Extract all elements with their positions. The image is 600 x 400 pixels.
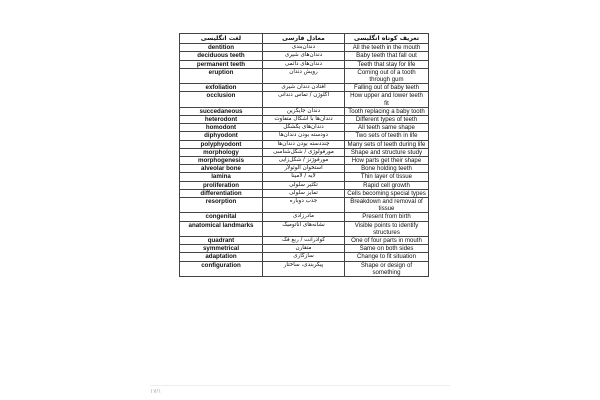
persian-cell: دندان‌های شیری	[263, 52, 345, 60]
term-cell: occlusion	[180, 92, 263, 107]
table-row	[180, 132, 429, 140]
persian-cell: افتادن دندان شیری	[263, 84, 345, 92]
persian-cell: استخوان آلوئولار	[263, 165, 345, 173]
glossary-table	[179, 33, 429, 277]
persian-cell: تکثیر سلولی	[263, 181, 345, 189]
term-cell: lamina	[180, 173, 263, 181]
persian-cell: کوادرانت / ربع فک	[263, 237, 345, 245]
table-row	[180, 148, 429, 156]
header-english-definition: تعریف کوتاه انگلیسی	[345, 34, 429, 44]
table-header-row	[180, 34, 429, 44]
term-cell: adaptation	[180, 253, 263, 261]
table-row	[180, 245, 429, 253]
persian-cell: پیکربندی، ساختار	[263, 261, 345, 276]
term-cell: resorption	[180, 198, 263, 213]
term-cell: eruption	[180, 68, 263, 83]
term-cell: diphyodont	[180, 132, 263, 140]
persian-cell: دندان‌های یکشکل	[263, 124, 345, 132]
definition-cell: Bone holding teeth	[345, 165, 429, 173]
term-cell: dentition	[180, 44, 263, 52]
table-row	[180, 181, 429, 189]
table-row	[180, 116, 429, 124]
table-row	[180, 261, 429, 276]
definition-cell: Present from birth	[345, 213, 429, 221]
persian-cell: تمایز سلولی	[263, 189, 345, 197]
header-persian-equivalent: معادل فارسی	[263, 34, 345, 44]
table-row	[180, 198, 429, 213]
persian-cell: رویش دندان	[263, 68, 345, 83]
table-row	[180, 253, 429, 261]
persian-cell: نشانه‌های آناتومیک	[263, 221, 345, 236]
table-row	[180, 165, 429, 173]
term-cell: differentiation	[180, 189, 263, 197]
page-number: ۱۷/۱	[150, 389, 162, 395]
table-row	[180, 84, 429, 92]
glossary-body	[180, 44, 429, 277]
definition-cell: Cells becoming special types	[345, 189, 429, 197]
persian-cell: دندان جایگزین	[263, 107, 345, 115]
table-row	[180, 52, 429, 60]
persian-cell: دودسته بودن دندان‌ها	[263, 132, 345, 140]
definition-cell: Shape or design of something	[345, 261, 429, 276]
definition-cell: Different types of teeth	[345, 116, 429, 124]
persian-cell: اکلوژن / تماس دندانی	[263, 92, 345, 107]
term-cell: proliferation	[180, 181, 263, 189]
table-row	[180, 124, 429, 132]
definition-cell: Coming out of a tooth through gum	[345, 68, 429, 83]
table-row	[180, 173, 429, 181]
term-cell: permanent teeth	[180, 60, 263, 68]
term-cell: deciduous teeth	[180, 52, 263, 60]
definition-cell: Rapid cell growth	[345, 181, 429, 189]
table-row	[180, 189, 429, 197]
persian-cell: متقارن	[263, 245, 345, 253]
table-row	[180, 213, 429, 221]
definition-cell: Breakdown and removal of tissue	[345, 198, 429, 213]
persian-cell: مورفوژنز / شکل‌زایی	[263, 157, 345, 165]
term-cell: morphogenesis	[180, 157, 263, 165]
table-row	[180, 107, 429, 115]
table-row	[180, 237, 429, 245]
table-row	[180, 140, 429, 148]
definition-cell: Visible points to identify structures	[345, 221, 429, 236]
persian-cell: چنددسته بودن دندان‌ها	[263, 140, 345, 148]
term-cell: succedaneous	[180, 107, 263, 115]
persian-cell: لایه / لامینا	[263, 173, 345, 181]
persian-cell: سازگاری	[263, 253, 345, 261]
definition-cell: Thin layer of tissue	[345, 173, 429, 181]
persian-cell: دندان‌ها با اشکال متفاوت	[263, 116, 345, 124]
definition-cell: Baby teeth that fall out	[345, 52, 429, 60]
term-cell: alveolar bone	[180, 165, 263, 173]
table-row	[180, 68, 429, 83]
definition-cell: Two sets of teeth in life	[345, 132, 429, 140]
term-cell: heterodont	[180, 116, 263, 124]
term-cell: exfoliation	[180, 84, 263, 92]
persian-cell: دندان‌بندی	[263, 44, 345, 52]
persian-cell: دندان‌های دائمی	[263, 60, 345, 68]
term-cell: congenital	[180, 213, 263, 221]
definition-cell: Same on both sides	[345, 245, 429, 253]
definition-cell: Many sets of teeth during life	[345, 140, 429, 148]
persian-cell: مادرزادی	[263, 213, 345, 221]
term-cell: quadrant	[180, 237, 263, 245]
header-english-term: لغت انگلیسی	[180, 34, 263, 44]
table-row	[180, 60, 429, 68]
definition-cell: All teeth same shape	[345, 124, 429, 132]
term-cell: morphology	[180, 148, 263, 156]
definition-cell: Shape and structure study	[345, 148, 429, 156]
definition-cell: How parts get their shape	[345, 157, 429, 165]
definition-cell: All the teeth in the mouth	[345, 44, 429, 52]
persian-cell: جذب دوباره	[263, 198, 345, 213]
definition-cell: Change to fit situation	[345, 253, 429, 261]
table-row	[180, 157, 429, 165]
table-row	[180, 221, 429, 236]
term-cell: polyphyodont	[180, 140, 263, 148]
definition-cell: Tooth replacing a baby tooth	[345, 107, 429, 115]
definition-cell: Teeth that stay for life	[345, 60, 429, 68]
term-cell: configuration	[180, 261, 263, 276]
definition-cell: One of four parts in mouth	[345, 237, 429, 245]
term-cell: homodont	[180, 124, 263, 132]
term-cell: symmetrical	[180, 245, 263, 253]
definition-cell: How upper and lower teeth fit	[345, 92, 429, 107]
persian-cell: مورفولوژی / شکل‌شناسی	[263, 148, 345, 156]
table-row	[180, 92, 429, 107]
table-row	[180, 44, 429, 52]
page-divider	[150, 385, 450, 386]
definition-cell: Falling out of baby teeth	[345, 84, 429, 92]
term-cell: anatomical landmarks	[180, 221, 263, 236]
